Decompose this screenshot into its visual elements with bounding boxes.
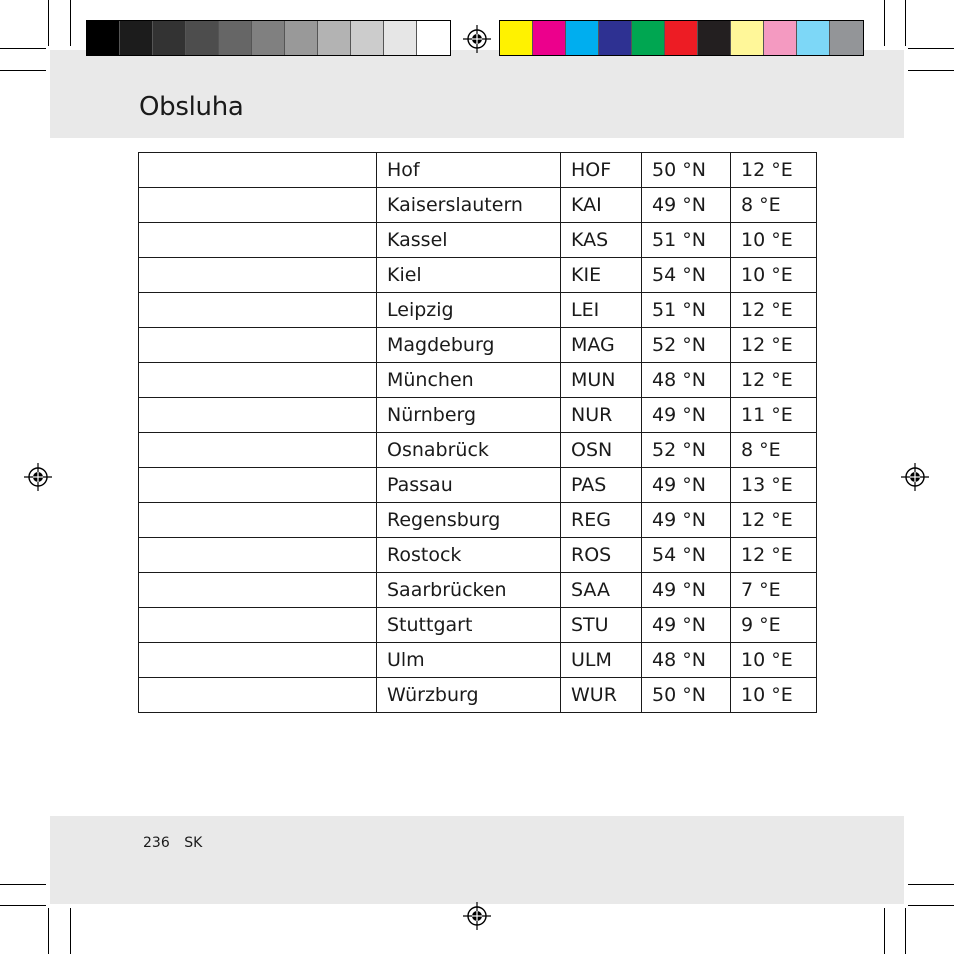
color-swatch bbox=[731, 21, 764, 55]
latitude-cell: 52 °N bbox=[642, 328, 731, 363]
code-cell: REG bbox=[561, 503, 642, 538]
latitude-cell: 50 °N bbox=[642, 153, 731, 188]
city-cell: Nürnberg bbox=[377, 398, 561, 433]
table-row bbox=[139, 258, 817, 293]
longitude-cell: 10 °E bbox=[731, 678, 817, 713]
blank-cell bbox=[139, 468, 377, 503]
latitude-cell: 48 °N bbox=[642, 363, 731, 398]
crop-mark bbox=[70, 0, 71, 46]
city-cell: Kassel bbox=[377, 223, 561, 258]
gray-swatch bbox=[318, 21, 351, 55]
gray-swatch bbox=[417, 21, 450, 55]
longitude-cell: 8 °E bbox=[731, 433, 817, 468]
crop-mark bbox=[0, 905, 46, 906]
blank-cell bbox=[139, 293, 377, 328]
gray-swatch bbox=[351, 21, 384, 55]
gray-swatch bbox=[219, 21, 252, 55]
latitude-cell: 49 °N bbox=[642, 608, 731, 643]
color-swatch bbox=[797, 21, 830, 55]
registration-mark-icon bbox=[463, 902, 491, 930]
city-cell: Passau bbox=[377, 468, 561, 503]
city-cell: Kaiserslautern bbox=[377, 188, 561, 223]
latitude-cell: 54 °N bbox=[642, 538, 731, 573]
crop-mark bbox=[48, 908, 49, 954]
latitude-cell: 52 °N bbox=[642, 433, 731, 468]
crop-mark bbox=[0, 884, 46, 885]
crop-mark bbox=[908, 905, 954, 906]
blank-cell bbox=[139, 503, 377, 538]
latitude-cell: 49 °N bbox=[642, 573, 731, 608]
color-swatch bbox=[830, 21, 863, 55]
gray-swatch bbox=[252, 21, 285, 55]
blank-cell bbox=[139, 433, 377, 468]
latitude-cell: 49 °N bbox=[642, 188, 731, 223]
blank-cell bbox=[139, 258, 377, 293]
color-swatch bbox=[599, 21, 632, 55]
table-row bbox=[139, 503, 817, 538]
longitude-cell: 9 °E bbox=[731, 608, 817, 643]
longitude-cell: 12 °E bbox=[731, 363, 817, 398]
code-cell: KIE bbox=[561, 258, 642, 293]
longitude-cell: 8 °E bbox=[731, 188, 817, 223]
blank-cell bbox=[139, 328, 377, 363]
longitude-cell: 12 °E bbox=[731, 538, 817, 573]
blank-cell bbox=[139, 398, 377, 433]
crop-mark bbox=[70, 908, 71, 954]
code-cell: MAG bbox=[561, 328, 642, 363]
table-row bbox=[139, 363, 817, 398]
city-cell: Saarbrücken bbox=[377, 573, 561, 608]
city-cell: München bbox=[377, 363, 561, 398]
table-row bbox=[139, 468, 817, 503]
blank-cell bbox=[139, 538, 377, 573]
code-cell: KAI bbox=[561, 188, 642, 223]
latitude-cell: 51 °N bbox=[642, 293, 731, 328]
latitude-cell: 49 °N bbox=[642, 503, 731, 538]
blank-cell bbox=[139, 643, 377, 678]
code-cell: KAS bbox=[561, 223, 642, 258]
blank-cell bbox=[139, 608, 377, 643]
city-cell: Rostock bbox=[377, 538, 561, 573]
longitude-cell: 12 °E bbox=[731, 503, 817, 538]
color-swatch bbox=[632, 21, 665, 55]
blank-cell bbox=[139, 188, 377, 223]
longitude-cell: 12 °E bbox=[731, 293, 817, 328]
code-cell: NUR bbox=[561, 398, 642, 433]
blank-cell bbox=[139, 573, 377, 608]
blank-cell bbox=[139, 223, 377, 258]
table-row bbox=[139, 328, 817, 363]
latitude-cell: 49 °N bbox=[642, 468, 731, 503]
city-cell: Magdeburg bbox=[377, 328, 561, 363]
code-cell: SAA bbox=[561, 573, 642, 608]
longitude-cell: 11 °E bbox=[731, 398, 817, 433]
latitude-cell: 54 °N bbox=[642, 258, 731, 293]
city-cell: Würzburg bbox=[377, 678, 561, 713]
gray-swatch bbox=[153, 21, 186, 55]
longitude-cell: 12 °E bbox=[731, 153, 817, 188]
longitude-cell: 12 °E bbox=[731, 328, 817, 363]
color-swatch bbox=[665, 21, 698, 55]
blank-cell bbox=[139, 153, 377, 188]
page-footer bbox=[143, 835, 202, 851]
table-row bbox=[139, 223, 817, 258]
color-swatch bbox=[500, 21, 533, 55]
city-cell: Leipzig bbox=[377, 293, 561, 328]
code-cell: WUR bbox=[561, 678, 642, 713]
color-swatch bbox=[566, 21, 599, 55]
table-row bbox=[139, 608, 817, 643]
code-cell: STU bbox=[561, 608, 642, 643]
latitude-cell: 50 °N bbox=[642, 678, 731, 713]
longitude-cell: 10 °E bbox=[731, 643, 817, 678]
code-cell: MUN bbox=[561, 363, 642, 398]
registration-mark-icon bbox=[901, 463, 929, 491]
longitude-cell: 7 °E bbox=[731, 573, 817, 608]
table-row bbox=[139, 573, 817, 608]
crop-mark bbox=[48, 0, 49, 46]
code-cell: PAS bbox=[561, 468, 642, 503]
grayscale-calibration-bar bbox=[86, 20, 451, 56]
table-row bbox=[139, 538, 817, 573]
blank-cell bbox=[139, 678, 377, 713]
registration-mark-icon bbox=[463, 25, 491, 53]
crop-mark bbox=[884, 908, 885, 954]
latitude-cell: 51 °N bbox=[642, 223, 731, 258]
city-coordinates-table bbox=[138, 152, 817, 713]
city-cell: Ulm bbox=[377, 643, 561, 678]
crop-mark bbox=[908, 48, 954, 49]
color-calibration-bar bbox=[499, 20, 864, 56]
table-row bbox=[139, 188, 817, 223]
code-cell: OSN bbox=[561, 433, 642, 468]
crop-mark bbox=[908, 884, 954, 885]
table-row bbox=[139, 678, 817, 713]
crop-mark bbox=[0, 48, 46, 49]
longitude-cell: 10 °E bbox=[731, 258, 817, 293]
longitude-cell: 13 °E bbox=[731, 468, 817, 503]
table-row bbox=[139, 153, 817, 188]
city-cell: Stuttgart bbox=[377, 608, 561, 643]
language-code: SK bbox=[184, 835, 203, 851]
color-swatch bbox=[698, 21, 731, 55]
color-swatch bbox=[764, 21, 797, 55]
crop-mark bbox=[884, 0, 885, 46]
color-swatch bbox=[533, 21, 566, 55]
latitude-cell: 49 °N bbox=[642, 398, 731, 433]
gray-swatch bbox=[186, 21, 219, 55]
gray-swatch bbox=[285, 21, 318, 55]
code-cell: LEI bbox=[561, 293, 642, 328]
code-cell: ROS bbox=[561, 538, 642, 573]
table-row bbox=[139, 433, 817, 468]
footer-band bbox=[50, 816, 904, 904]
table-row bbox=[139, 643, 817, 678]
page-number: 236 bbox=[143, 835, 170, 851]
city-cell: Regensburg bbox=[377, 503, 561, 538]
blank-cell bbox=[139, 363, 377, 398]
crop-mark bbox=[905, 0, 906, 46]
gray-swatch bbox=[120, 21, 153, 55]
longitude-cell: 10 °E bbox=[731, 223, 817, 258]
latitude-cell: 48 °N bbox=[642, 643, 731, 678]
gray-swatch bbox=[384, 21, 417, 55]
crop-mark bbox=[905, 908, 906, 954]
crop-mark bbox=[0, 70, 46, 71]
table-row bbox=[139, 293, 817, 328]
table-row bbox=[139, 398, 817, 433]
city-cell: Kiel bbox=[377, 258, 561, 293]
crop-mark bbox=[908, 70, 954, 71]
page-title: Obsluha bbox=[139, 92, 244, 122]
code-cell: HOF bbox=[561, 153, 642, 188]
registration-mark-icon bbox=[24, 463, 52, 491]
city-cell: Hof bbox=[377, 153, 561, 188]
code-cell: ULM bbox=[561, 643, 642, 678]
city-cell: Osnabrück bbox=[377, 433, 561, 468]
gray-swatch bbox=[87, 21, 120, 55]
